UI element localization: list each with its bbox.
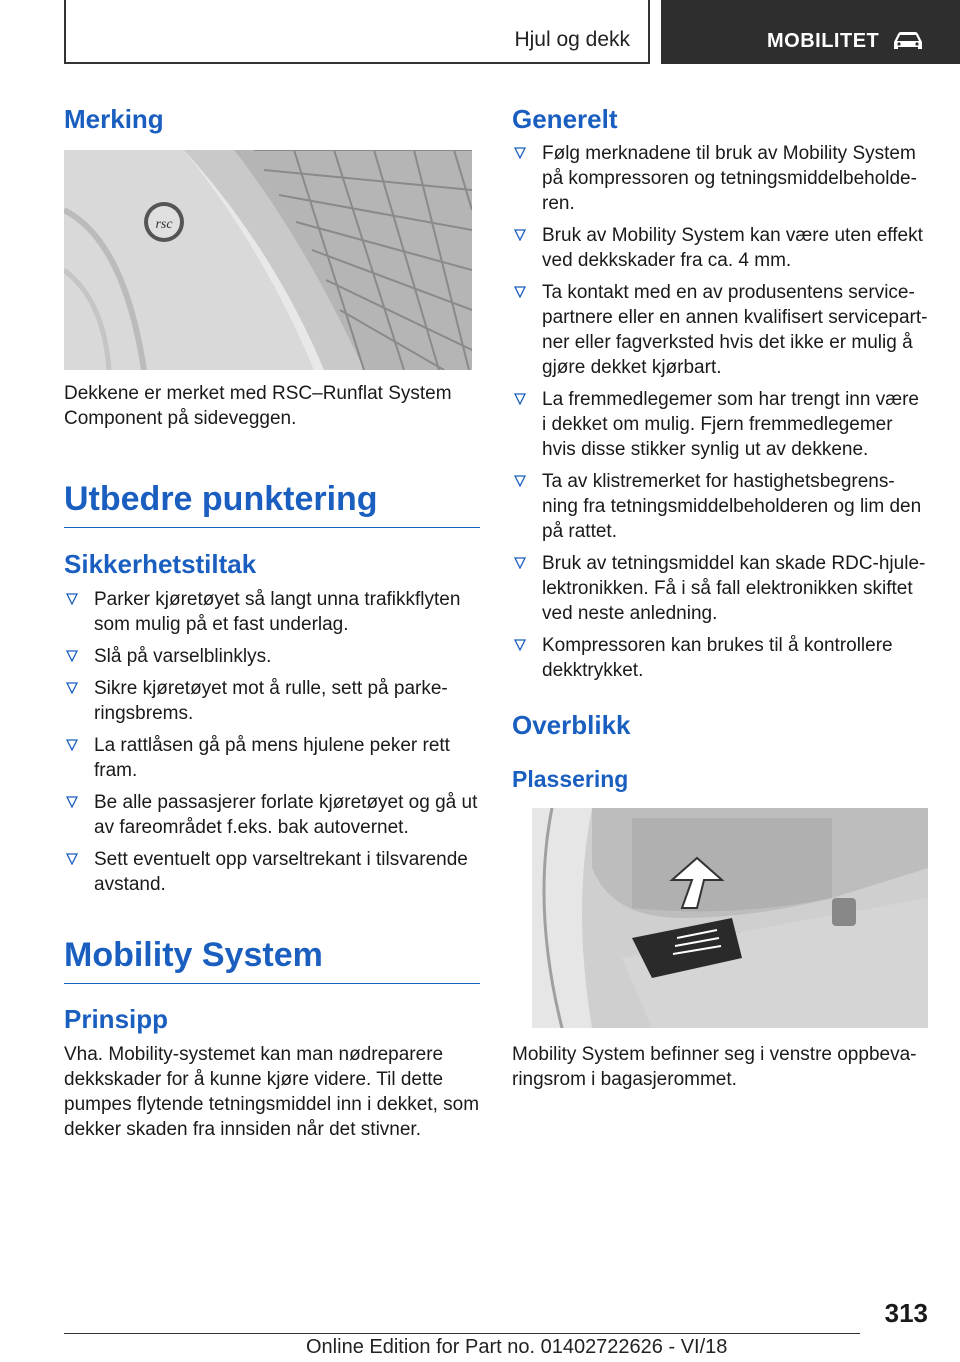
triangle-bullet-icon [514,475,526,487]
list-item: Kompressoren kan brukes til å kontrollere dekktrykket. [512,633,928,683]
header-chapter-title: MOBILITET [767,30,880,52]
page-number: 313 [884,1298,928,1328]
prinsipp-text: Vha. Mobility-systemet kan man nødreparere dekkskader for å kunne kjøre videre. Til dette pumpes flytende tetningsmiddel inn i dekket, som dekker skaden fra innsiden når det stivner. [64,1044,480,1140]
list-item: Sikre kjøretøyet mot å rulle, sett på parke-ringsbrems. [64,676,480,726]
triangle-bullet-icon [66,682,78,694]
merking-heading: Merking [64,104,164,134]
triangle-bullet-icon [514,229,526,241]
list-item: Bruk av Mobility System kan være uten effekt ved dekkskader fra ca. 4 mm. [512,223,928,273]
triangle-bullet-icon [66,650,78,662]
car-icon [891,30,925,52]
footer-edition: Online Edition for Part no. 01402722626 - VI/18 [306,1336,728,1358]
generelt-heading: Generelt [512,104,618,134]
mobility-heading: Mobility System [64,936,480,984]
merking-caption: Dekkene er merket med RSC–Runflat System Component på sideveggen. [64,383,452,429]
sikkerhet-list [64,587,480,904]
list-item: Følg merknadene til bruk av Mobility System på kompressoren og tetningsmiddelbeholde-ren. [512,141,928,216]
tire-illustration [64,150,472,370]
header-chapter-box [661,0,960,64]
triangle-bullet-icon [66,853,78,865]
list-item: Bruk av tetningsmiddel kan skade RDC-hjule-lektronikken. Få i så fall elektronikken skiftet ved neste anledning. [512,551,928,626]
triangle-bullet-icon [514,393,526,405]
prinsipp-heading: Prinsipp [64,1004,169,1034]
plassering-caption: Mobility System befinner seg i venstre oppbeva-ringsrom i bagasjerommet. [512,1044,917,1090]
triangle-bullet-icon [66,739,78,751]
triangle-bullet-icon [514,147,526,159]
list-item: Sett eventuelt opp varseltrekant i tilsvarende avstand. [64,847,480,897]
list-item: La rattlåsen gå på mens hjulene peker rett fram. [64,733,480,783]
list-item: Ta kontakt med en av produsentens service-partnere eller en annen kvalifisert servicepart-ner eller fagverksted hvis det ikke er mulig å gjøre dekket kjørbart. [512,280,928,380]
list-item: Parker kjøretøyet så langt unna trafikkflyten som mulig på et fast underlag. [64,587,480,637]
generelt-list [512,141,928,690]
triangle-bullet-icon [66,593,78,605]
list-item: Slå på varselblinklys. [64,644,480,669]
header-section-box [64,0,650,64]
list-item: La fremmedlegemer som har trengt inn være i dekket om mulig. Fjern fremmedlegemer hvis disse stikker synlig ut av dekkene. [512,387,928,462]
overblikk-heading: Overblikk [512,710,631,740]
utbedre-heading: Utbedre punktering [64,480,480,528]
triangle-bullet-icon [66,796,78,808]
header-section-title: Hjul og dekk [514,28,630,51]
list-item: Be alle passasjerer forlate kjøretøyet og gå ut av fareområdet f.eks. bak autovernet. [64,790,480,840]
footer-divider [64,1333,860,1334]
svg-text:rsc: rsc [155,217,173,232]
plassering-heading: Plassering [512,766,629,792]
sikkerhet-heading: Sikkerhetstiltak [64,549,257,579]
list-item: Ta av klistremerket for hastighetsbegrens-ning fra tetningsmiddelbeholderen og lim den på rattet. [512,469,928,544]
triangle-bullet-icon [514,639,526,651]
trunk-illustration [532,808,928,1028]
triangle-bullet-icon [514,286,526,298]
triangle-bullet-icon [514,557,526,569]
